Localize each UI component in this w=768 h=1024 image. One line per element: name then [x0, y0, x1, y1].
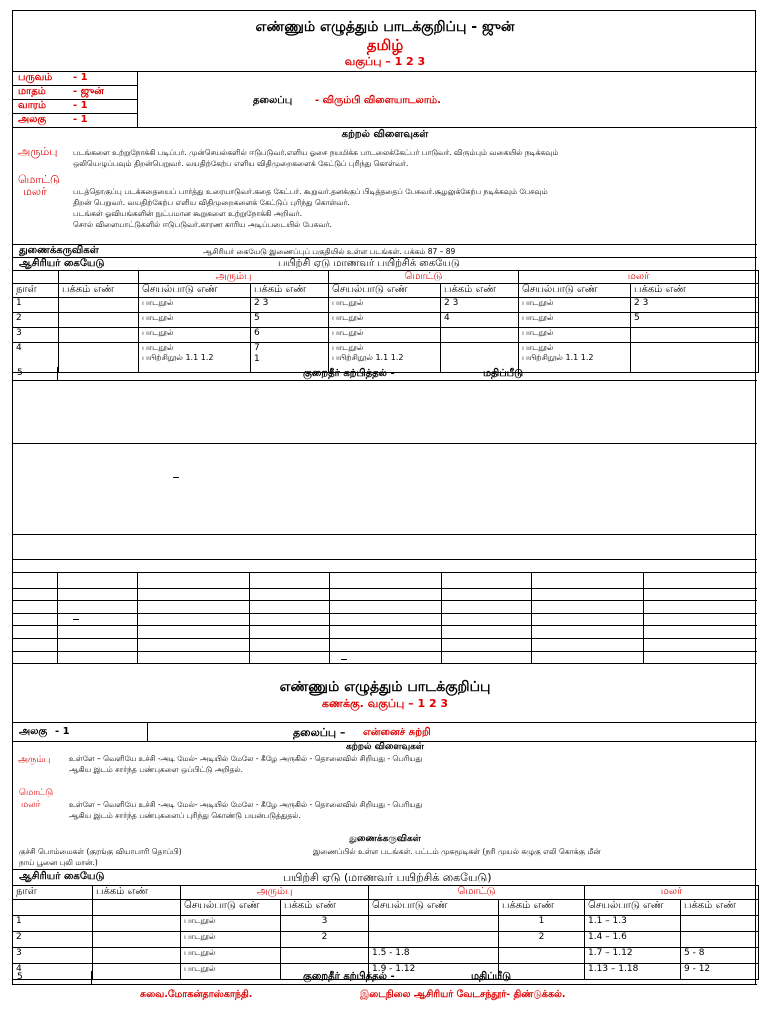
- divider: [531, 572, 532, 663]
- divider: [13, 588, 757, 589]
- bottom-aids-left-1: குச்சி பொம்மைகள் (குரங்கு வியாபாரி தொப்பி): [19, 847, 182, 856]
- level-malar: மலர்: [519, 271, 759, 284]
- bottom-malar-label: மலர்: [21, 800, 41, 810]
- mottu-label: மொட்டு: [18, 173, 60, 186]
- day-5: 5: [17, 368, 23, 378]
- table-row: 3 பாடநூல் 6 பாடநூல் பாடநூல்: [13, 328, 759, 343]
- bottom-workbook-label: பயிற்சி ஏடு (மாணவர் பயிற்சிக் கையேடு): [283, 871, 492, 884]
- meta-label-unit: அலகு: [18, 114, 47, 125]
- divider: [13, 380, 757, 381]
- bottom-subject: கணக்கு. வகுப்பு – 1 2 3: [321, 697, 449, 710]
- meta-value-month: - ஜுன்: [73, 86, 104, 97]
- divider: [57, 572, 58, 663]
- col-page: பக்கம் எண்: [59, 284, 139, 298]
- divider: [13, 722, 757, 723]
- divider: [13, 663, 757, 664]
- meta-value-unit: - 1: [73, 114, 88, 125]
- bottom-title: எண்ணும் எழுத்தும் பாடக்குறிப்பு: [279, 679, 491, 695]
- divider: [147, 722, 148, 741]
- b-level-arumbu: அரும்பு: [181, 886, 369, 900]
- top-title: எண்ணும் எழுத்தும் பாடக்குறிப்பு - ஜுன்: [255, 19, 515, 35]
- dash-mark: [341, 659, 347, 660]
- lesson-plan-page: [12, 10, 756, 985]
- level-arumbu: அரும்பு: [139, 271, 329, 284]
- divider: [13, 638, 757, 639]
- bottom-aids-right-1: இணைப்பில் உள்ள படங்கள். பட்டம் முகமூடிகள் (நரி முயல் கழுகு எலி கொக்கு மீன்: [313, 847, 601, 856]
- arumbu-label: அரும்பு: [18, 145, 58, 158]
- divider: [13, 534, 757, 535]
- b-col-activity-2: செயல்பாடு எண்: [369, 900, 499, 916]
- workbook-label: பயிற்சி ஏடு மாணவர் பயிற்சிக் கையேடு: [278, 258, 460, 269]
- arumbu-line-2: ஒலியெழுப்பவும் திறன்பெறுவர். வயதிற்கேற்ப எளிய விதிமுறைகளைக் கேட்டுப் புரிந்து கொள்வர்.: [73, 159, 409, 168]
- bottom-unit-label: அலகு: [19, 726, 48, 737]
- meta-label-term: பருவம்: [18, 72, 53, 83]
- meta-value-term: - 1: [73, 72, 88, 83]
- divider: [249, 572, 250, 663]
- divider: [13, 71, 757, 72]
- b-col-page-2: பக்கம் எண்: [499, 900, 585, 916]
- b-level-mottu: மொட்டு: [369, 886, 585, 900]
- divider: [91, 971, 92, 984]
- divider: [13, 869, 757, 870]
- divider: [13, 600, 757, 601]
- bottom-assessment-label: மதிப்பீடு: [471, 971, 512, 982]
- b-col-page-3: பக்கம் எண்: [681, 900, 759, 916]
- footer-role: இடைநிலை ஆசிரியர் வேடசந்தூர்- திண்டுக்கல்.: [360, 989, 566, 1000]
- bottom-outcomes-heading: கற்றல் விளைவுகள்: [346, 742, 424, 752]
- mottu-line-4: சொல் விளையாட்டுகளில் ஈடுபடுவர்.காரண காரிய அடிப்படையில் பேசுவர்.: [73, 220, 332, 229]
- bottom-schedule-table: [12, 885, 759, 980]
- table-row: 3 பாடநூல் 1.5 - 1.8 1.7 – 1.12 5 - 8: [13, 948, 759, 964]
- table-row: 2 பாடநூல் 5 பாடநூல் 4 பாடநூல் 5: [13, 313, 759, 328]
- divider: [13, 625, 757, 626]
- b-level-malar: மலர்: [585, 886, 759, 900]
- bottom-aids-heading: துணைக்கருவிகள்: [349, 834, 421, 844]
- divider: [13, 651, 757, 652]
- col-activity-3: செயல்பாடு எண்: [519, 284, 631, 298]
- arumbu-line-1: படங்களை உற்றுநோக்கி படிப்பர். முன்செயல்களில் ஈடுபடுவர்.எளிய ஓசை நயமிக்க பாடலைக்கேட்பர் பாடுவர். விரும்பும் வகையில் நடிக்கவும்: [73, 148, 559, 157]
- bottom-day-5: 5: [17, 972, 23, 982]
- aids-value: ஆசிரியர் கையேடு இணைப்புப் பகுதியில் உள்ள படங்கள். பக்கம் 87 – 89: [203, 247, 456, 256]
- divider: [13, 613, 757, 614]
- divider: [13, 443, 757, 444]
- b-col-activity-1: செயல்பாடு எண்: [181, 900, 281, 916]
- divider: [329, 572, 330, 663]
- col-activity-2: செயல்பாடு எண்: [329, 284, 441, 298]
- bottom-arumbu-line-1: உள்ளே – வெளியே உச்சி -அடி மேல்- அடியில் மேலே - கீழே அருகில் - தொலைவில் சிறியது - பெரியது: [69, 754, 423, 763]
- divider: [643, 572, 644, 663]
- b-col-page-1: பக்கம் எண்: [281, 900, 369, 916]
- malar-label: மலர்: [23, 185, 47, 198]
- divider: [137, 572, 138, 663]
- level-mottu: மொட்டு: [329, 271, 519, 284]
- topic-label: தலைப்பு: [253, 95, 293, 106]
- divider: [13, 572, 757, 573]
- bottom-unit-value: - 1: [55, 726, 70, 737]
- table-row: 2 பாடநூல் 2 2 1.4 – 1.6: [13, 932, 759, 948]
- table-row: 1 பாடநூல் 3 1 1.1 – 1.3: [13, 916, 759, 932]
- aids-label: துணைக்கருவிகள்: [19, 245, 99, 256]
- col-page-3: பக்கம் எண்: [631, 284, 759, 298]
- bottom-topic-label: தலைப்பு –: [293, 726, 346, 739]
- mottu-line-3: படங்கள் ஓவியங்களின் நுட்பமான கூறுகளை உற்றுநோக்கி அறிவர்.: [73, 209, 302, 218]
- b-col-day: நாள்: [13, 886, 93, 900]
- col-page-1: பக்கம் எண்: [251, 284, 329, 298]
- bottom-guide-label: ஆசிரியர் கையேடு: [19, 871, 105, 882]
- outcomes-heading: கற்றல் விளைவுகள்: [341, 129, 429, 140]
- col-day: நாள்: [13, 284, 59, 298]
- bottom-topic-value: என்னைச் சுற்றி: [363, 727, 431, 738]
- divider: [13, 984, 757, 985]
- remedial-label: குறைதீர் கற்பித்தல் -: [303, 368, 395, 379]
- mottu-line-2: திறன் பெறுவர். வயதிற்கேற்ப எளிய விதிமுறைகளைக் கேட்டுப் புரிந்து கொள்வர்.: [73, 198, 350, 207]
- bottom-arumbu-label: அரும்பு: [18, 755, 51, 765]
- b-col-activity-3: செயல்பாடு எண்: [585, 900, 681, 916]
- meta-label-month: மாதம்: [18, 86, 46, 97]
- divider: [137, 71, 138, 127]
- divider: [57, 367, 58, 380]
- table-row: 4 பாடநூல் பயிற்சிநூல் 1.1 1.2 7 1 பாடநூல் பயிற்சிநூல் 1.1 1.2 பாடநூல் பயிற்சிநூல் 1.1 1.2: [13, 343, 759, 373]
- topic-value: - விரும்பி விளையாடலாம்.: [315, 95, 441, 106]
- mottu-line-1: படத்தொகுப்பு படக்கதையைப் பார்த்து உரையாடுவர்.கதை கேட்பர். கூறுவர்.தனக்குப் பிடித்ததைப் பேசுவர்.சூழலுக்கேற்ப நடிக்கவும் பேசவும்: [73, 187, 548, 196]
- bottom-mottu-label: மொட்டு: [19, 788, 54, 798]
- col-activity-1: செயல்பாடு எண்: [139, 284, 251, 298]
- col-page-2: பக்கம் எண்: [441, 284, 519, 298]
- meta-label-week: வாரம்: [18, 100, 47, 111]
- meta-value-week: - 1: [73, 100, 88, 111]
- table-row: 4 பாடநூல் 1.9 - 1.12 1.13 – 1.18 9 - 12: [13, 964, 759, 980]
- bottom-mottu-line-1: உள்ளே – வெளியே உச்சி -அடி மேல்- அடியில் மேலே - கீழே அருகில் - தொலைவில் சிறியது - பெரியது: [69, 800, 423, 809]
- divider: [13, 559, 757, 560]
- divider: [441, 572, 442, 663]
- dash-mark: [173, 477, 179, 478]
- dash-mark: [73, 619, 79, 620]
- footer-author: சுவை.மோகன்தாஸ்காந்தி.: [140, 989, 253, 1000]
- bottom-arumbu-line-2: ஆகிய இடம் சார்ந்த பண்புகளை ஒப்பிட்டு அறிதல்.: [69, 765, 243, 774]
- table-row: 1 பாடநூல் 2 3 பாடநூல் 2 3 பாடநூல் 2 3: [13, 298, 759, 313]
- b-col-page: பக்கம் எண்: [93, 886, 181, 900]
- top-subject: தமிழ்: [366, 36, 404, 54]
- bottom-remedial-label: குறைதீர் கற்பித்தல் -: [303, 971, 395, 982]
- top-grade: வகுப்பு – 1 2 3: [344, 55, 426, 68]
- divider: [13, 244, 757, 245]
- top-schedule-table: [12, 270, 759, 373]
- assessment-label: மதிப்பீடு: [483, 368, 524, 379]
- bottom-mottu-line-2: ஆகிய இடம் சார்ந்த பண்புகளைப் புரிந்து கொண்டு பயன்படுத்துதல்.: [69, 811, 301, 820]
- guide-label: ஆசிரியர் கையேடு: [19, 258, 105, 269]
- divider: [13, 127, 757, 128]
- bottom-aids-left-2: நாய் பூனை புலி மான்.): [19, 858, 98, 867]
